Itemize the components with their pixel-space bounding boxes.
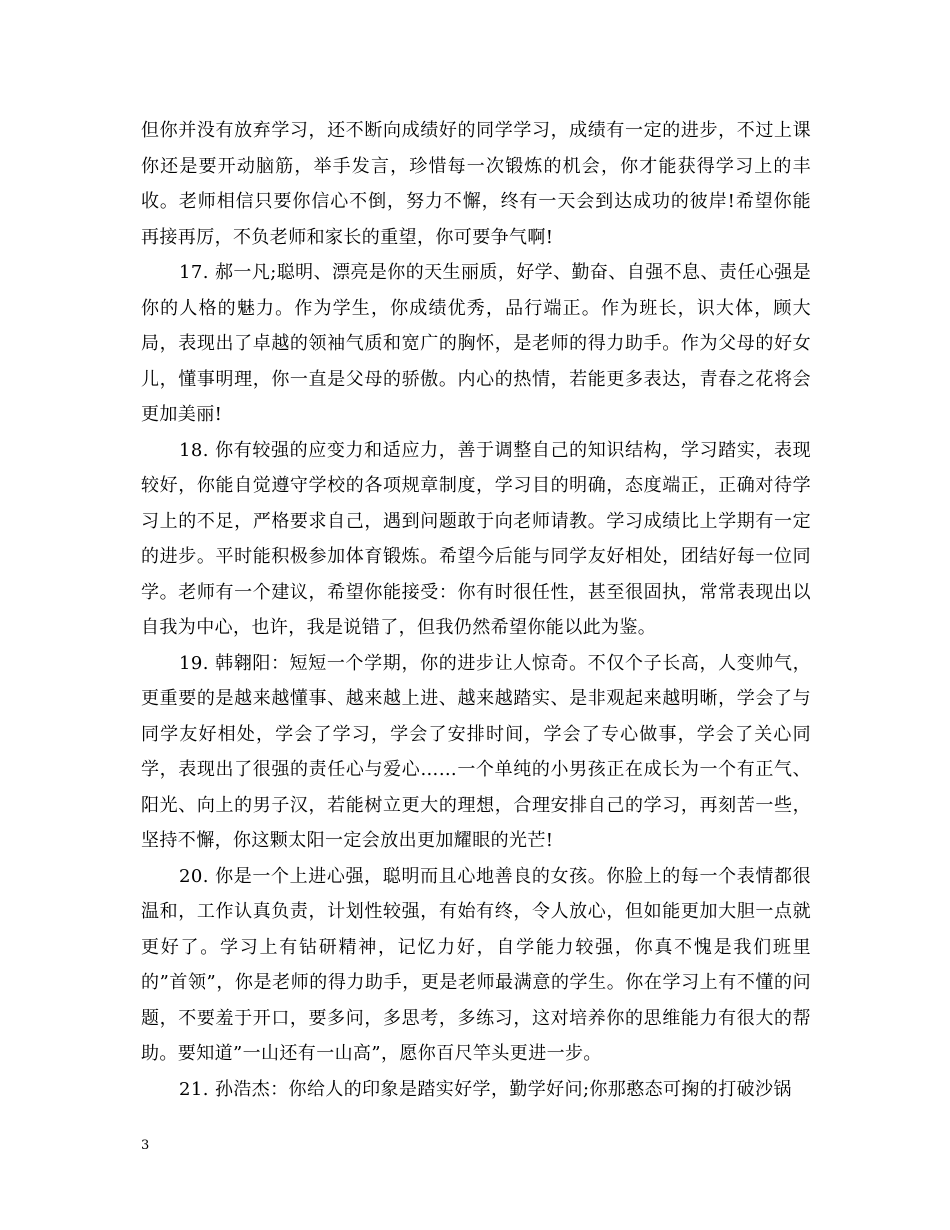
paragraph-18: 18. 你有较强的应变力和适应力，善于调整自己的知识结构，学习踏实，表现较好，你能自觉遵守学校的各项规章制度，学习目的明确，态度端正，正确对待学习上的不足，严格要求自己，遇到问题敢于向老师请教。学习成绩比上学期有一定的进步。平时能积极参加体育锻炼。希望今后能与同学友好相处，团结好每一位同学。老师有一个建议，希望你能接受：你有时很任性，甚至很固执，常常表现出以自我为中心，也许，我是说错了，但我仍然希望你能以此为鉴。 (141, 439, 811, 638)
paragraph-continuation: 但你并没有放弃学习，还不断向成绩好的同学学习，成绩有一定的进步，不过上课你还是要开动脑筋，举手发言，珍惜每一次锻炼的机会，你才能获得学习上的丰收。老师相信只要你信心不倒，努力不懈，终有一天会到达成功的彼岸!希望你能再接再厉，不负老师和家长的重望，你可要争气啊! (141, 120, 811, 248)
paragraph-17: 17. 郝一凡;聪明、漂亮是你的天生丽质，好学、勤奋、自强不息、责任心强是你的人格的魅力。作为学生，你成绩优秀，品行端正。作为班长，识大体，顾大局，表现出了卓越的领袖气质和宽广的胸怀，是老师的得力助手。作为父母的好女儿，懂事明理，你一直是父母的骄傲。内心的热情，若能更多表达，青春之花将会更加美丽! (141, 262, 811, 425)
body-text (141, 113, 811, 1107)
page-number: 3 (141, 1138, 150, 1153)
paragraph-21: 21. 孙浩杰：你给人的印象是踏实好学，勤学好问;你那憨态可掬的打破沙锅 (179, 1078, 792, 1100)
paragraph-19: 19. 韩翱阳：短短一个学期，你的进步让人惊奇。不仅个子长高，人变帅气，更重要的是越来越懂事、越来越上进、越来越踏实、是非观起来越明晰，学会了与同学友好相处，学会了学习，学会了安排时间，学会了专心做事，学会了关心同学，表现出了很强的责任心与爱心……一个单纯的小男孩正在成长为一个有正气、阳光、向上的男子汉，若能树立更大的理想，合理安排自己的学习，再刻苦一些，坚持不懈，你这颗太阳一定会放出更加耀眼的光芒! (141, 652, 811, 851)
paragraph-20: 20. 你是一个上进心强，聪明而且心地善良的女孩。你脸上的每一个表情都很温和，工作认真负责，计划性较强，有始有终，令人放心，但如能更加大胆一点就更好了。学习上有钻研精神，记忆力好，自学能力较强，你真不愧是我们班里的”首领”，你是老师的得力助手，更是老师最满意的学生。你在学习上有不懂的问题，不要羞于开口，要多问，多思考，多练习，这对培养你的思维能力有很大的帮助。要知道”一山还有一山高”，愿你百尺竿头更进一步。 (141, 865, 811, 1064)
